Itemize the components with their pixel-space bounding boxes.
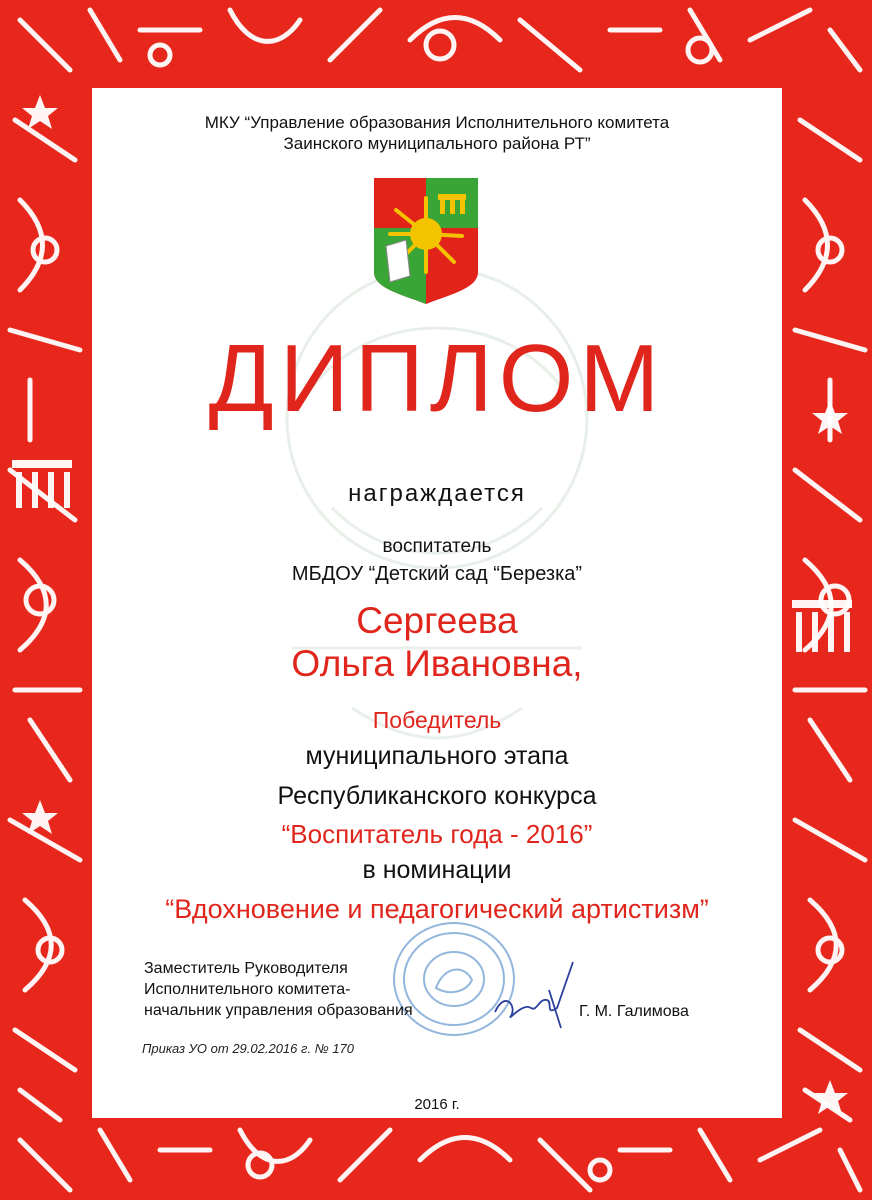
nomination-label: в номинации [362,856,512,884]
diploma-title: ДИПЛОМ [208,325,666,432]
recipient-surname: Сергеева [356,600,518,641]
issue-year: 2016 г. [414,1096,460,1113]
recipient-given-names: Ольга Ивановна, [291,643,583,684]
awarded-label: награждается [348,480,526,507]
signatory-title-line-3: начальник управления образования [144,1002,413,1019]
organization-line-2: Заинского муниципального района РТ” [283,134,591,153]
award-result: Победитель [372,707,502,733]
signatory-name: Г. М. Галимова [579,1003,689,1020]
signatory-title-line-1: Заместитель Руководителя [144,960,348,977]
contest-name: “Воспитатель года - 2016” [281,819,593,849]
handwritten-signature [487,950,577,1030]
contest-level: Республиканского конкурса [277,782,597,810]
signatory-title-line-2: Исполнительного комитета- [144,981,351,998]
nomination-name: “Вдохновение и педагогический артистизм” [165,894,709,924]
order-reference: Приказ УО от 29.02.2016 г. № 170 [142,1041,355,1056]
diploma-content-area [92,88,782,1118]
recipient-position: воспитатель [382,536,492,557]
coat-of-arms-icon [372,176,480,306]
organization-line-1: МКУ “Управление образования Исполнительного комитета [204,113,670,132]
contest-stage: муниципального этапа [305,742,569,770]
recipient-institution: МБДОУ “Детский сад “Березка” [291,563,583,585]
